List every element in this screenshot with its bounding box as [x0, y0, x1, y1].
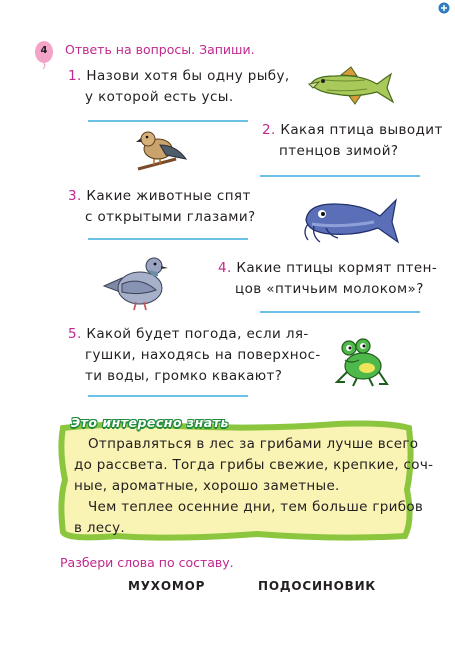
question-line: Какая птица выводит	[280, 122, 443, 138]
catfish-icon	[300, 192, 400, 246]
question-number: 4.	[218, 260, 232, 276]
question-line: Назови хотя бы одну рыбу,	[86, 68, 290, 84]
question-line: птенцов зимой?	[279, 143, 399, 159]
pike-fish-icon	[305, 62, 395, 108]
question-number: 1.	[68, 68, 82, 84]
fact-line: Чем теплее осенние дни, тем больше грибов	[88, 499, 424, 515]
task-number: 4	[40, 45, 48, 56]
pigeon-icon	[100, 252, 172, 314]
corner-logo-icon	[438, 2, 450, 14]
question-line: у которой есть усы.	[85, 89, 234, 105]
crossbill-bird-icon	[136, 125, 188, 175]
question-3	[68, 186, 256, 228]
question-number: 2.	[262, 122, 276, 138]
question-5	[68, 324, 321, 387]
question-line: Какой будет погода, если ля-	[86, 326, 309, 342]
answer-line[interactable]	[88, 120, 248, 122]
question-line: с открытыми глазами?	[85, 209, 256, 225]
answer-line[interactable]	[88, 395, 248, 397]
task-number-badge	[34, 40, 56, 70]
word-2: ПОДОСИНОВИК	[258, 579, 377, 593]
answer-line[interactable]	[88, 238, 248, 240]
fact-line: Отправляться в лес за грибами лучше всего	[88, 436, 419, 452]
frog-icon	[333, 336, 389, 388]
question-line: гушки, находясь на поверхнос-	[85, 347, 321, 363]
question-number: 5.	[68, 326, 82, 342]
task-instruction: Ответь на вопросы. Запиши.	[65, 42, 255, 57]
word-1: МУХОМОР	[128, 579, 206, 593]
fact-box-title: Это интересно знать	[71, 415, 229, 430]
question-number: 3.	[68, 188, 82, 204]
question-1	[68, 66, 290, 108]
question-line: Какие животные спят	[86, 188, 251, 204]
question-line: Какие птицы кормят птен-	[236, 260, 438, 276]
answer-line[interactable]	[260, 175, 420, 177]
fact-line: в лесу.	[74, 520, 125, 536]
word-task-heading: Разбери слова по составу.	[60, 555, 234, 570]
question-line: цов «птичьим молоком»?	[235, 281, 424, 297]
question-line: ти воды, громко квакают?	[85, 368, 283, 384]
question-4	[218, 258, 437, 300]
fact-box-text	[74, 434, 433, 539]
fact-line: до рассвета. Тогда грибы свежие, крепкие, соч-	[74, 457, 434, 473]
fact-line: ные, ароматные, хорошо заметные.	[74, 478, 340, 494]
question-2	[262, 120, 443, 162]
answer-line[interactable]	[260, 311, 420, 313]
